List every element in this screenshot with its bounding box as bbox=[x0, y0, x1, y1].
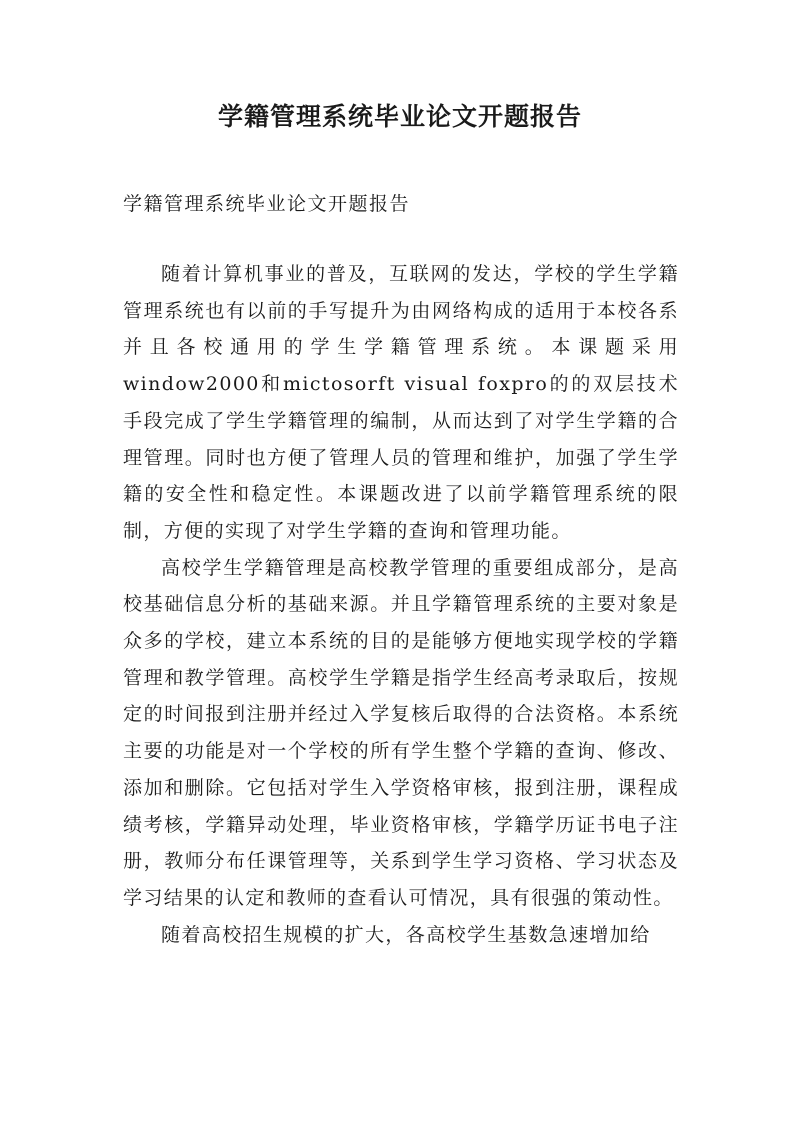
paragraph: 高校学生学籍管理是高校教学管理的重要组成部分，是高校基础信息分析的基础来源。并且学籍管理系统的主要对象是众多的学校，建立本系统的目的是能够方便地实现学校的学籍管理和教学管理。高校学生学籍是指学生经高考录取后，按规定的时间报到注册并经过入学复核后取得的合法资格。本系统主要的功能是对一个学校的所有学生整个学籍的查询、修改、添加和删除。它包括对学生入学资格审核，报到注册，课程成绩考核，学籍异动处理，毕业资格审核，学籍学历证书电子注册，教师分布任课管理等，关系到学生学习资格、学习状态及学习结果的认定和教师的查看认可情况，具有很强的策动性。 bbox=[123, 556, 679, 909]
document-title: 学籍管理系统毕业论文开题报告 bbox=[217, 102, 582, 131]
document-body bbox=[123, 256, 679, 953]
paragraph: 随着计算机事业的普及，互联网的发达，学校的学生学籍管理系统也有以前的手写提升为由网络构成的适用于本校各系并且各校通用的学生学籍管理系统。本课题采用window2000和mictosorft visual foxpro的的双层技术手段完成了学生学籍管理的编制，从而达到了对学生学籍的合理管理。同时也方便了管理人员的管理和维护，加强了学生学籍的安全性和稳定性。本课题改进了以前学籍管理系统的限制，方便的实现了对学生学籍的查询和管理功能。 bbox=[123, 263, 679, 542]
paragraph: 随着高校招生规模的扩大，各高校学生基数急速增加给 bbox=[161, 923, 651, 946]
document-subtitle: 学籍管理系统毕业论文开题报告 bbox=[123, 193, 411, 215]
